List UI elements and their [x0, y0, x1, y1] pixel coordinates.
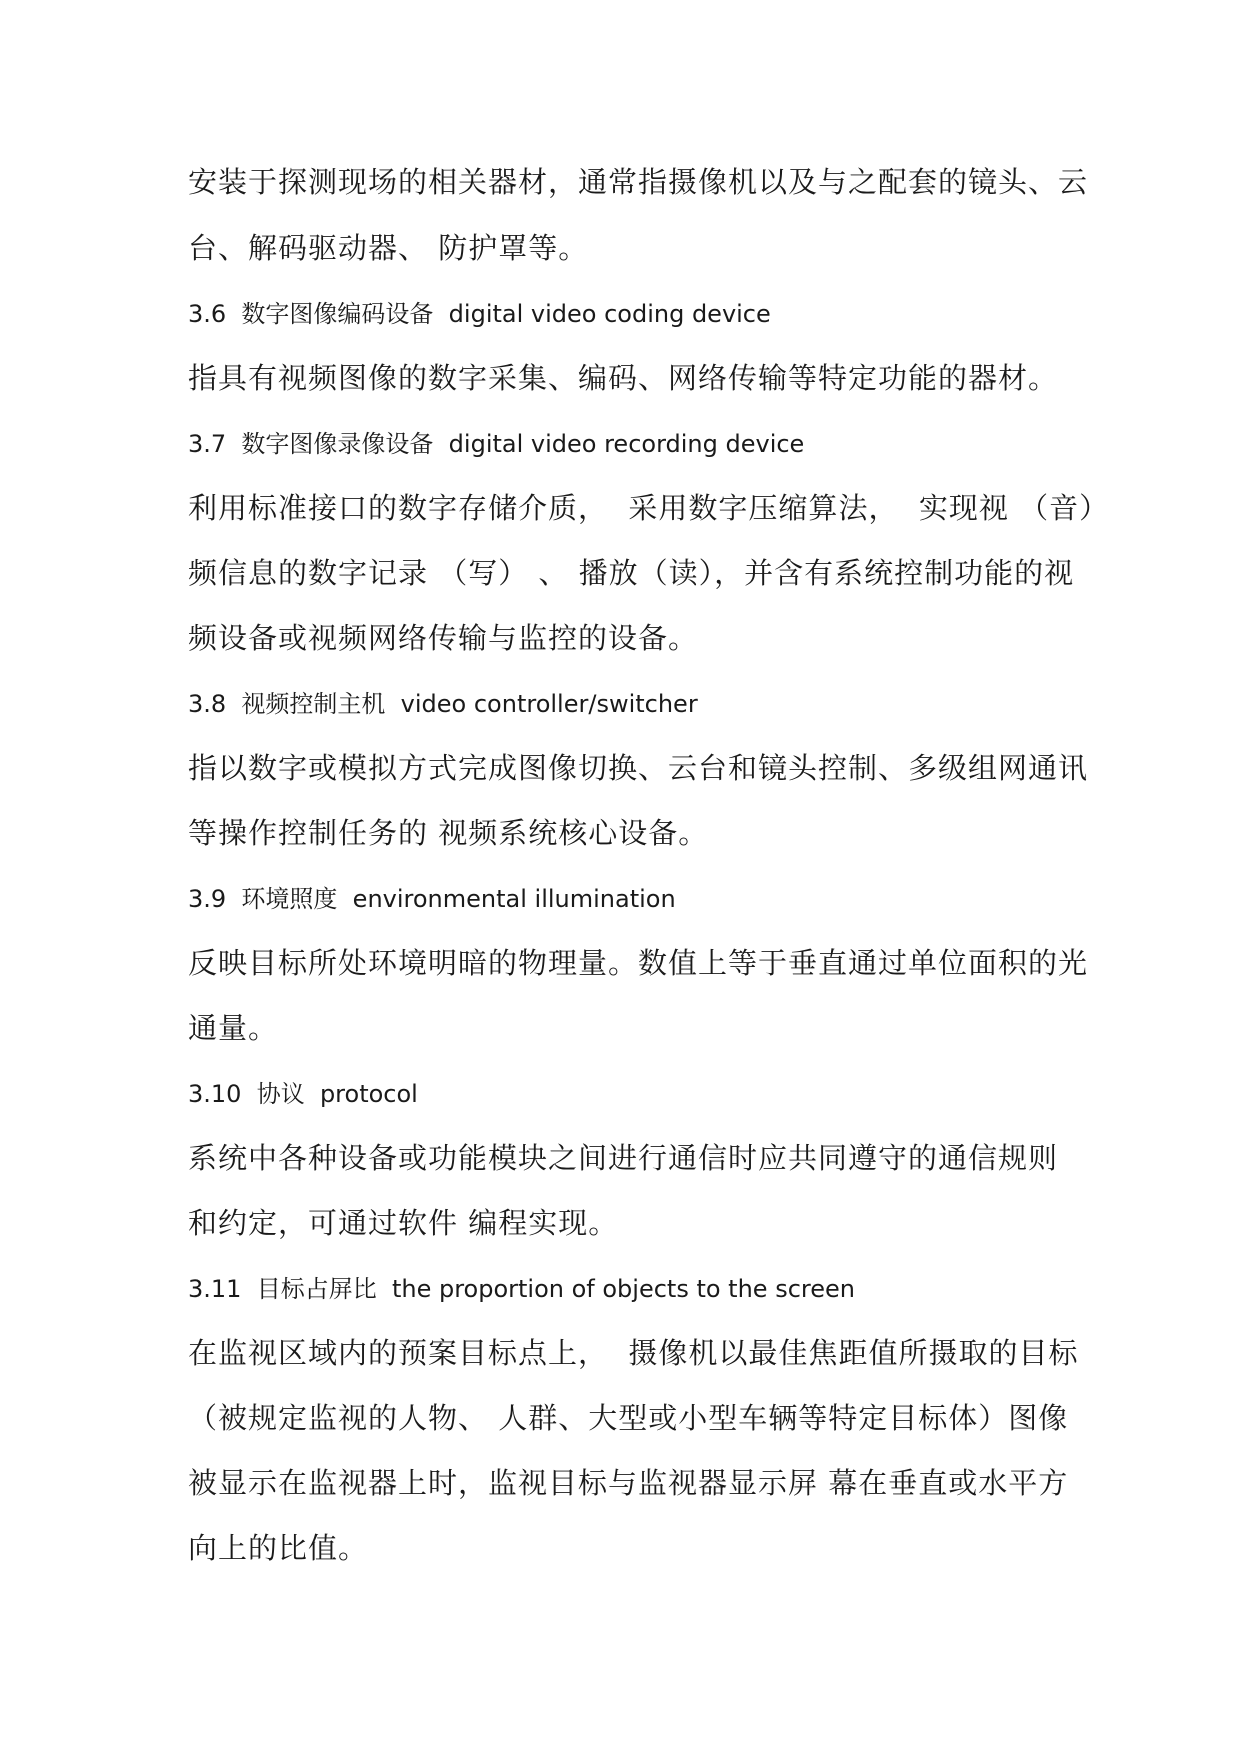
paragraph-line: （被规定监视的人物、 人群、大型或小型车辆等特定目标体）图像 [188, 1401, 1069, 1435]
paragraph-line: 等操作控制任务的 视频系统核心设备。 [188, 816, 709, 850]
paragraph-line: 通量。 [188, 1011, 279, 1045]
paragraph-line: 频设备或视频网络传输与监控的设备。 [188, 621, 699, 655]
section-heading-3-6: 3.6 数字图像编码设备 digital video coding device [188, 300, 771, 328]
paragraph-line: 安装于探测现场的相关器材，通常指摄像机以及与之配套的镜头、云 [188, 165, 1089, 199]
section-heading-3-11: 3.11 目标占屏比 the proportion of objects to the screen [188, 1275, 855, 1303]
paragraph-line: 和约定，可通过软件 编程实现。 [188, 1206, 619, 1240]
paragraph-line: 台、解码驱动器、 防护罩等。 [188, 231, 589, 265]
paragraph-line: 反映目标所处环境明暗的物理量。数值上等于垂直通过单位面积的光 [188, 946, 1089, 980]
paragraph-line: 被显示在监视器上时，监视目标与监视器显示屏 幕在垂直或水平方 [188, 1466, 1069, 1500]
paragraph-line: 系统中各种设备或功能模块之间进行通信时应共同遵守的通信规则 [188, 1141, 1059, 1175]
section-heading-3-9: 3.9 环境照度 environmental illumination [188, 885, 676, 913]
section-heading-3-7: 3.7 数字图像录像设备 digital video recording device [188, 430, 805, 458]
paragraph-line: 向上的比值。 [188, 1531, 369, 1565]
paragraph-line: 在监视区域内的预案目标点上， 摄像机以最佳焦距值所摄取的目标 [188, 1336, 1079, 1370]
paragraph-line: 利用标准接口的数字存储介质， 采用数字压缩算法， 实现视 （音） [188, 491, 1110, 525]
section-heading-3-10: 3.10 协议 protocol [188, 1080, 418, 1108]
paragraph-line: 指以数字或模拟方式完成图像切换、云台和镜头控制、多级组网通讯 [188, 751, 1089, 785]
paragraph-line: 频信息的数字记录 （写） 、 播放（读），并含有系统控制功能的视 [188, 556, 1075, 590]
paragraph-line: 指具有视频图像的数字采集、编码、网络传输等特定功能的器材。 [188, 361, 1059, 395]
section-heading-3-8: 3.8 视频控制主机 video controller/switcher [188, 690, 698, 718]
